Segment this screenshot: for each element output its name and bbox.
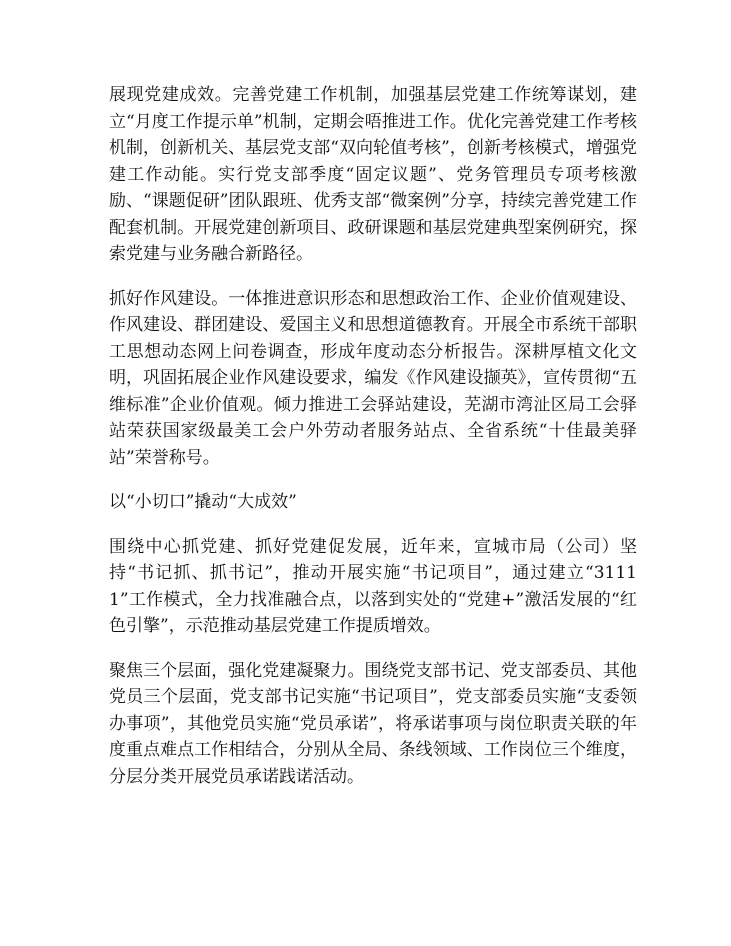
paragraph-three-levels: 聚焦三个层面，强化党建凝聚力。围绕党支部书记、党支部委员、其他党员三个层面，党支部书记实施“书记项目”，党支部委员实施“支委领办事项”，其他党员实施“党员承诺”，将承诺事项与岗位职责关联的年度重点难点工作相结合，分别从全局、条线领域、工作岗位三个维度，分层分类开展党员承诺践诺活动。: [109, 660, 637, 787]
paragraph-party-building-results: 展现党建成效。完善党建工作机制，加强基层党建工作统筹谋划，建立“月度工作提示单”机制，定期会唔推进工作。优化完善党建工作考核机制，创新机关、基层党支部“双向轮值考核”，创新考核模式，增强党建工作动能。实行党支部季度“固定议题”、党务管理员专项考核激励、“课题促研”团队跟班、优秀支部“微案例”分享，持续完善党建工作配套机制。开展党建创新项目、政研课题和基层党建典型案例研究，探索党建与业务融合新路径。: [109, 85, 637, 264]
paragraph-work-style: 抓好作风建设。一体推进意识形态和思想政治工作、企业价值观建设、作风建设、群团建设、爱国主义和思想道德教育。开展全市系统干部职工思想动态网上问卷调查，形成年度动态分析报告。深耕厚植文化文明，巩固拓展企业作风建设要求，编发《作风建设撷英》，宣传贯彻“五维标准”企业价值观。倾力推进工会驿站建设，芜湖市湾沚区局工会驿站荣获国家级最美工会户外劳动者服务站点、全省系统“十佳最美驿站”荣誉称号。: [109, 288, 637, 468]
document-page: [109, 82, 637, 808]
section-heading: 以“小切口”撬动“大成效”: [109, 492, 297, 512]
paragraph-secretary-project: 围绕中心抓党建、抓好党建促发展，近年来，宣城市局（公司）坚持“书记抓、抓书记”，推动开展实施“书记项目”，通过建立“31111”工作模式，全力找准融合点，以落到实处的“党建+”激活发展的“红色引擎”，示范推动基层党建工作提质增效。: [109, 536, 637, 636]
